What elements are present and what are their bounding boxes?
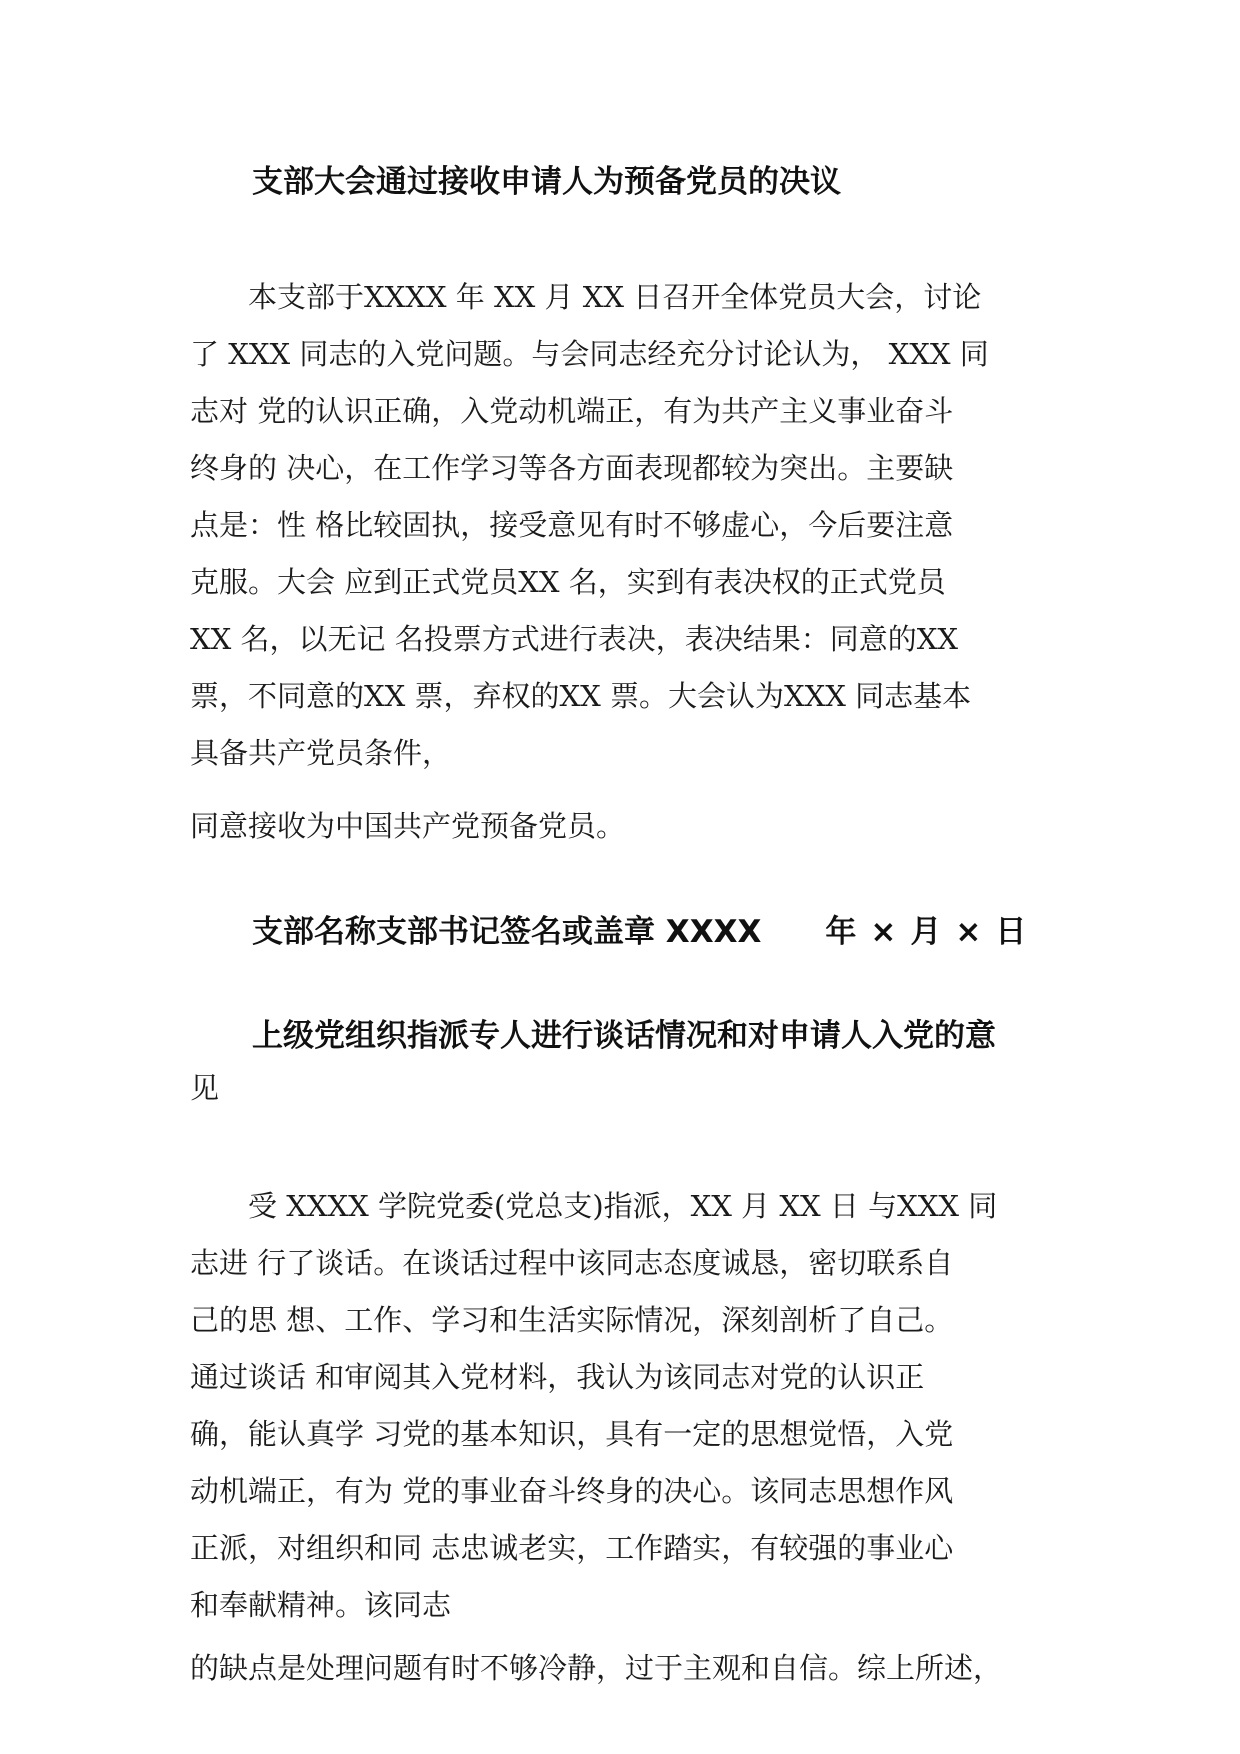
resolution-conclusion: 同意接收为中国共产党预备党员。 bbox=[190, 809, 626, 843]
interview-title-continuation: 见 bbox=[190, 1071, 220, 1105]
paragraph-line: 志对 党的认识正确，入党动机端正，有为共产主义事业奋斗 bbox=[190, 394, 954, 428]
paragraph-line: XX 名，以无记 名投票方式进行表决，表决结果：同意的XX bbox=[190, 622, 959, 656]
paragraph-line: 志进 行了谈话。在谈话过程中该同志态度诚恳，密切联系自 bbox=[190, 1246, 954, 1280]
paragraph-line: 己的思 想、工作、学习和生活实际情况，深刻剖析了自己。 bbox=[190, 1303, 954, 1337]
paragraph-line: 克服。大会 应到正式党员XX 名，实到有表决权的正式党员 bbox=[190, 565, 946, 599]
interview-title: 上级党组织指派专人进行谈话情况和对申请人入党的意 bbox=[252, 1018, 996, 1054]
signature-placeholder: × bbox=[870, 914, 897, 950]
paragraph-line: 动机端正，有为 党的事业奋斗终身的决心。该同志思想作风 bbox=[190, 1474, 954, 1508]
signature-day: 日 bbox=[995, 914, 1027, 950]
paragraph-line: 了 XXX 同志的入党问题。与会同志经充分讨论认为， XXX 同 bbox=[190, 337, 989, 371]
signature-label: 支部名称支部书记签名或盖章 XXXX bbox=[252, 914, 762, 950]
interview-paragraph bbox=[190, 1178, 1050, 1634]
paragraph-line: 终身的 决心，在工作学习等各方面表现都较为突出。主要缺 bbox=[190, 451, 954, 485]
signature-placeholder: × bbox=[955, 914, 982, 950]
resolution-paragraph bbox=[190, 269, 1050, 782]
signature-year: 年 bbox=[825, 914, 857, 950]
paragraph-line: 票，不同意的XX 票，弃权的XX 票。大会认为XXX 同志基本 bbox=[190, 679, 972, 713]
paragraph-line: 本支部于XXXX 年 XX 月 XX 日召开全体党员大会，讨论 bbox=[190, 280, 982, 314]
paragraph-line: 点是：性 格比较固执，接受意见有时不够虚心，今后要注意 bbox=[190, 508, 954, 542]
signature-month: 月 bbox=[910, 914, 942, 950]
paragraph-line: 受 XXXX 学院党委(党总支)指派，XX 月 XX 日 与XXX 同 bbox=[190, 1189, 998, 1223]
interview-continuation: 的缺点是处理问题有时不够冷静，过于主观和自信。综上所述， bbox=[190, 1651, 1003, 1685]
paragraph-line: 具备共产党员条件， bbox=[190, 736, 452, 770]
signature-line bbox=[252, 912, 1026, 952]
paragraph-line: 和奉献精神。该同志 bbox=[190, 1588, 452, 1622]
paragraph-line: 确，能认真学 习党的基本知识，具有一定的思想觉悟，入党 bbox=[190, 1417, 954, 1451]
resolution-title: 支部大会通过接收申请人为预备党员的决议 bbox=[252, 164, 841, 200]
paragraph-line: 通过谈话 和审阅其入党材料，我认为该同志对党的认识正 bbox=[190, 1360, 925, 1394]
paragraph-line: 正派，对组织和同 志忠诚老实，工作踏实，有较强的事业心 bbox=[190, 1531, 954, 1565]
